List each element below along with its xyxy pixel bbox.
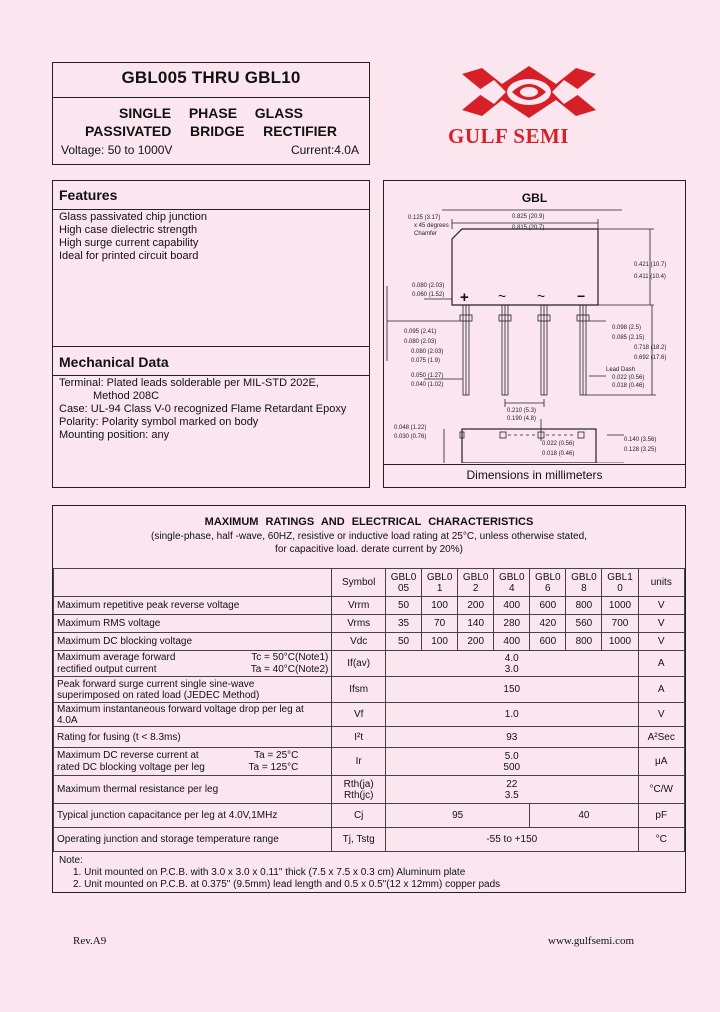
symbol-cell: Cj bbox=[332, 804, 386, 828]
svg-text:0.018 (0.46): 0.018 (0.46) bbox=[542, 451, 575, 457]
svg-text:0.018 (0.46): 0.018 (0.46) bbox=[612, 383, 645, 389]
header-cell: GBL0 6 bbox=[530, 569, 566, 597]
param-cell: Maximum RMS voltage bbox=[54, 615, 332, 633]
feature-item: Ideal for printed circuit board bbox=[59, 250, 199, 262]
gulf-semi-logo-icon bbox=[454, 62, 604, 122]
svg-text:0.080 (2.03): 0.080 (2.03) bbox=[412, 283, 445, 289]
value-cell: 800 bbox=[566, 633, 602, 651]
unit-cell: A bbox=[638, 651, 684, 677]
svg-text:0.022 (0.56): 0.022 (0.56) bbox=[612, 375, 645, 381]
table-row bbox=[54, 651, 685, 677]
value-cell: 600 bbox=[530, 633, 566, 651]
svg-text:0.050 (1.27): 0.050 (1.27) bbox=[411, 373, 444, 379]
svg-text:0.098 (2.5): 0.098 (2.5) bbox=[612, 325, 642, 331]
plus-symbol: + bbox=[460, 289, 469, 306]
unit-cell: V bbox=[638, 597, 684, 615]
table-row bbox=[54, 703, 685, 727]
param-cell: Maximum DC blocking voltage bbox=[54, 633, 332, 651]
unit-cell: V bbox=[638, 633, 684, 651]
value-cell: 140 bbox=[458, 615, 494, 633]
param-cell: Maximum DC reverse current at Ta = 25°C rated DC blocking voltage per leg Ta = 125°C bbox=[54, 748, 332, 776]
features-heading: Features bbox=[59, 187, 118, 203]
subtitle-line-2: PASSIVATED BRIDGE RECTIFIER bbox=[85, 123, 337, 139]
value-cell: 200 bbox=[458, 597, 494, 615]
value-cell: 35 bbox=[385, 615, 421, 633]
param-cell: Maximum repetitive peak reverse voltage bbox=[54, 597, 332, 615]
table-header-row bbox=[54, 569, 685, 597]
symbol-cell: Ifsm bbox=[332, 677, 386, 703]
unit-cell: °C bbox=[638, 828, 684, 852]
page-title: GBL005 THRU GBL10 bbox=[121, 68, 301, 87]
svg-text:0.140 (3.56): 0.140 (3.56) bbox=[624, 437, 657, 443]
value-cell: 40 bbox=[530, 804, 638, 828]
divider bbox=[53, 97, 369, 98]
table-row bbox=[54, 615, 685, 633]
note-item: 2. Unit mounted on P.C.B. at 0.375" (9.5mm) lead length and 0.5 x 0.5"(12 x 12mm) copper pads bbox=[73, 879, 501, 890]
svg-text:0.048 (1.22): 0.048 (1.22) bbox=[394, 425, 427, 431]
param-cell: Maximum thermal resistance per leg bbox=[54, 776, 332, 804]
website-link[interactable]: www.gulfsemi.com bbox=[548, 935, 635, 947]
value-cell: 400 bbox=[494, 633, 530, 651]
svg-text:0.128 (3.25): 0.128 (3.25) bbox=[624, 447, 657, 453]
ac-symbol: ~ bbox=[498, 288, 507, 304]
ratings-table bbox=[53, 568, 685, 852]
symbol-cell: Vf bbox=[332, 703, 386, 727]
svg-text:0.085 (2.15): 0.085 (2.15) bbox=[612, 335, 645, 341]
value-cell: 1.0 bbox=[385, 703, 638, 727]
value-cell: -55 to +150 bbox=[385, 828, 638, 852]
svg-text:0.815 (20.7): 0.815 (20.7) bbox=[512, 225, 545, 231]
param-cell: Rating for fusing (t < 8.3ms) bbox=[54, 727, 332, 748]
voltage-range: Voltage: 50 to 1000V bbox=[61, 143, 173, 157]
unit-cell: V bbox=[638, 615, 684, 633]
svg-text:0.030 (0.76): 0.030 (0.76) bbox=[394, 434, 427, 440]
svg-text:0.060 (1.52): 0.060 (1.52) bbox=[412, 292, 445, 298]
header-cell: GBL0 2 bbox=[458, 569, 494, 597]
header-cell: GBL0 8 bbox=[566, 569, 602, 597]
table-row bbox=[54, 677, 685, 703]
svg-text:0.022 (0.56): 0.022 (0.56) bbox=[542, 441, 575, 447]
value-cell: 400 bbox=[494, 597, 530, 615]
table-row bbox=[54, 633, 685, 651]
unit-cell: A²Sec bbox=[638, 727, 684, 748]
svg-text:0.075 (1.9): 0.075 (1.9) bbox=[411, 358, 441, 364]
feature-item: High surge current capability bbox=[59, 237, 199, 249]
package-bottom-view bbox=[462, 429, 596, 463]
mechanical-item: Terminal: Plated leads solderable per MIL-STD 202E, bbox=[59, 377, 319, 389]
svg-text:0.125 (3.17): 0.125 (3.17) bbox=[408, 215, 441, 221]
value-cell: 4.0 3.0 bbox=[385, 651, 638, 677]
table-row bbox=[54, 828, 685, 852]
value-cell: 560 bbox=[566, 615, 602, 633]
header-cell: Symbol bbox=[332, 569, 386, 597]
note-item: 1. Unit mounted on P.C.B. with 3.0 x 3.0 x 0.11" thick (7.5 x 7.5 x 0.3 cm) Aluminum plate bbox=[73, 867, 466, 878]
svg-text:0.692 (17.6): 0.692 (17.6) bbox=[634, 355, 667, 361]
header-cell: GBL0 4 bbox=[494, 569, 530, 597]
mechanical-item: Case: UL-94 Class V-0 recognized Flame Retardant Epoxy bbox=[59, 403, 347, 415]
mechanical-heading: Mechanical Data bbox=[59, 354, 169, 370]
divider bbox=[53, 209, 369, 210]
package-diagram bbox=[383, 180, 686, 488]
ac-symbol: ~ bbox=[537, 288, 546, 304]
svg-text:0.095 (2.41): 0.095 (2.41) bbox=[404, 329, 437, 335]
diagram-title: GBL bbox=[521, 191, 548, 205]
value-cell: 22 3.5 bbox=[385, 776, 638, 804]
svg-text:0.411 (10.4): 0.411 (10.4) bbox=[634, 274, 666, 280]
mechanical-item: Mounting position: any bbox=[59, 429, 170, 441]
diagram-caption: Dimensions in millimeters bbox=[466, 468, 603, 482]
divider bbox=[384, 464, 685, 465]
symbol-cell: Vdc bbox=[332, 633, 386, 651]
unit-cell: μA bbox=[638, 748, 684, 776]
package-outline-drawing bbox=[384, 181, 685, 463]
symbol-cell: If(av) bbox=[332, 651, 386, 677]
ratings-box bbox=[52, 505, 686, 893]
symbol-cell: Rth(ja) Rth(jc) bbox=[332, 776, 386, 804]
current-rating: Current:4.0A bbox=[290, 143, 359, 157]
title-box bbox=[52, 62, 370, 165]
svg-text:0.080 (2.03): 0.080 (2.03) bbox=[411, 349, 444, 355]
symbol-cell: Vrms bbox=[332, 615, 386, 633]
value-cell: 200 bbox=[458, 633, 494, 651]
header-cell: GBL0 05 bbox=[385, 569, 421, 597]
svg-text:0.825 (20.9): 0.825 (20.9) bbox=[512, 214, 545, 220]
header-cell: units bbox=[638, 569, 684, 597]
svg-text:0.421 (10.7): 0.421 (10.7) bbox=[634, 262, 667, 268]
unit-cell: A bbox=[638, 677, 684, 703]
symbol-cell: I²t bbox=[332, 727, 386, 748]
unit-cell: V bbox=[638, 703, 684, 727]
feature-item: High case dielectric strength bbox=[59, 224, 198, 236]
param-cell: Maximum average forward Tc = 50°C(Note1) rectified output current Ta = 40°C(Note2) bbox=[54, 651, 332, 677]
revision-label: Rev.A9 bbox=[73, 935, 107, 947]
table-row bbox=[54, 776, 685, 804]
mechanical-item: Method 208C bbox=[93, 390, 160, 402]
svg-text:0.040 (1.02): 0.040 (1.02) bbox=[411, 382, 444, 388]
divider bbox=[53, 346, 369, 347]
value-cell: 5.0 500 bbox=[385, 748, 638, 776]
value-cell: 100 bbox=[422, 597, 458, 615]
value-cell: 150 bbox=[385, 677, 638, 703]
value-cell: 93 bbox=[385, 727, 638, 748]
svg-text:0.190 (4.8): 0.190 (4.8) bbox=[507, 416, 537, 422]
ratings-title: MAXIMUM RATINGS AND ELECTRICAL CHARACTERISTICS bbox=[204, 516, 534, 528]
divider bbox=[53, 375, 369, 376]
param-cell: Typical junction capacitance per leg at 4.0V,1MHz bbox=[54, 804, 332, 828]
value-cell: 50 bbox=[385, 633, 421, 651]
value-cell: 1000 bbox=[602, 633, 638, 651]
minus-symbol: − bbox=[577, 288, 586, 304]
table-row bbox=[54, 597, 685, 615]
value-cell: 420 bbox=[530, 615, 566, 633]
svg-text:Lead Dash: Lead Dash bbox=[606, 367, 636, 373]
param-cell: Peak forward surge current single sine-wave superimposed on rated load (JEDEC Method) bbox=[54, 677, 332, 703]
svg-text:0.080 (2.03): 0.080 (2.03) bbox=[404, 339, 437, 345]
terminal-symbols bbox=[460, 288, 585, 306]
svg-text:0.210 (5.3): 0.210 (5.3) bbox=[507, 408, 537, 414]
header-cell: GBL0 1 bbox=[422, 569, 458, 597]
brand-name: GULF SEMI bbox=[448, 124, 569, 148]
value-cell: 600 bbox=[530, 597, 566, 615]
features-box bbox=[52, 180, 370, 488]
mechanical-item: Polarity: Polarity symbol marked on body bbox=[59, 416, 259, 428]
svg-text:Chamfer: Chamfer bbox=[414, 231, 438, 237]
symbol-cell: Ir bbox=[332, 748, 386, 776]
symbol-cell: Tj, Tstg bbox=[332, 828, 386, 852]
symbol-cell: Vrrm bbox=[332, 597, 386, 615]
table-row bbox=[54, 804, 685, 828]
value-cell: 100 bbox=[422, 633, 458, 651]
note-heading: Note: bbox=[59, 855, 83, 866]
unit-cell: °C/W bbox=[638, 776, 684, 804]
value-cell: 95 bbox=[385, 804, 529, 828]
table-row bbox=[54, 727, 685, 748]
subtitle-line-1: SINGLE PHASE GLASS bbox=[119, 105, 303, 121]
value-cell: 70 bbox=[422, 615, 458, 633]
feature-item: Glass passivated chip junction bbox=[59, 211, 207, 223]
value-cell: 280 bbox=[494, 615, 530, 633]
header-cell: GBL1 0 bbox=[602, 569, 638, 597]
unit-cell: pF bbox=[638, 804, 684, 828]
value-cell: 700 bbox=[602, 615, 638, 633]
svg-text:0.718 (18.2): 0.718 (18.2) bbox=[634, 345, 667, 351]
header-cell bbox=[54, 569, 332, 597]
table-row bbox=[54, 748, 685, 776]
value-cell: 50 bbox=[385, 597, 421, 615]
param-cell: Operating junction and storage temperature range bbox=[54, 828, 332, 852]
value-cell: 800 bbox=[566, 597, 602, 615]
dimension-labels bbox=[394, 214, 666, 457]
ratings-subtitle-2: for capacitive load. derate current by 20%) bbox=[275, 544, 463, 555]
param-cell: Maximum instantaneous forward voltage drop per leg at 4.0A bbox=[54, 703, 332, 727]
ratings-subtitle-1: (single-phase, half -wave, 60HZ, resistive or inductive load rating at 25°C, unless otherwise stated, bbox=[151, 531, 587, 542]
value-cell: 1000 bbox=[602, 597, 638, 615]
svg-text:x 45 degrees: x 45 degrees bbox=[414, 223, 449, 229]
